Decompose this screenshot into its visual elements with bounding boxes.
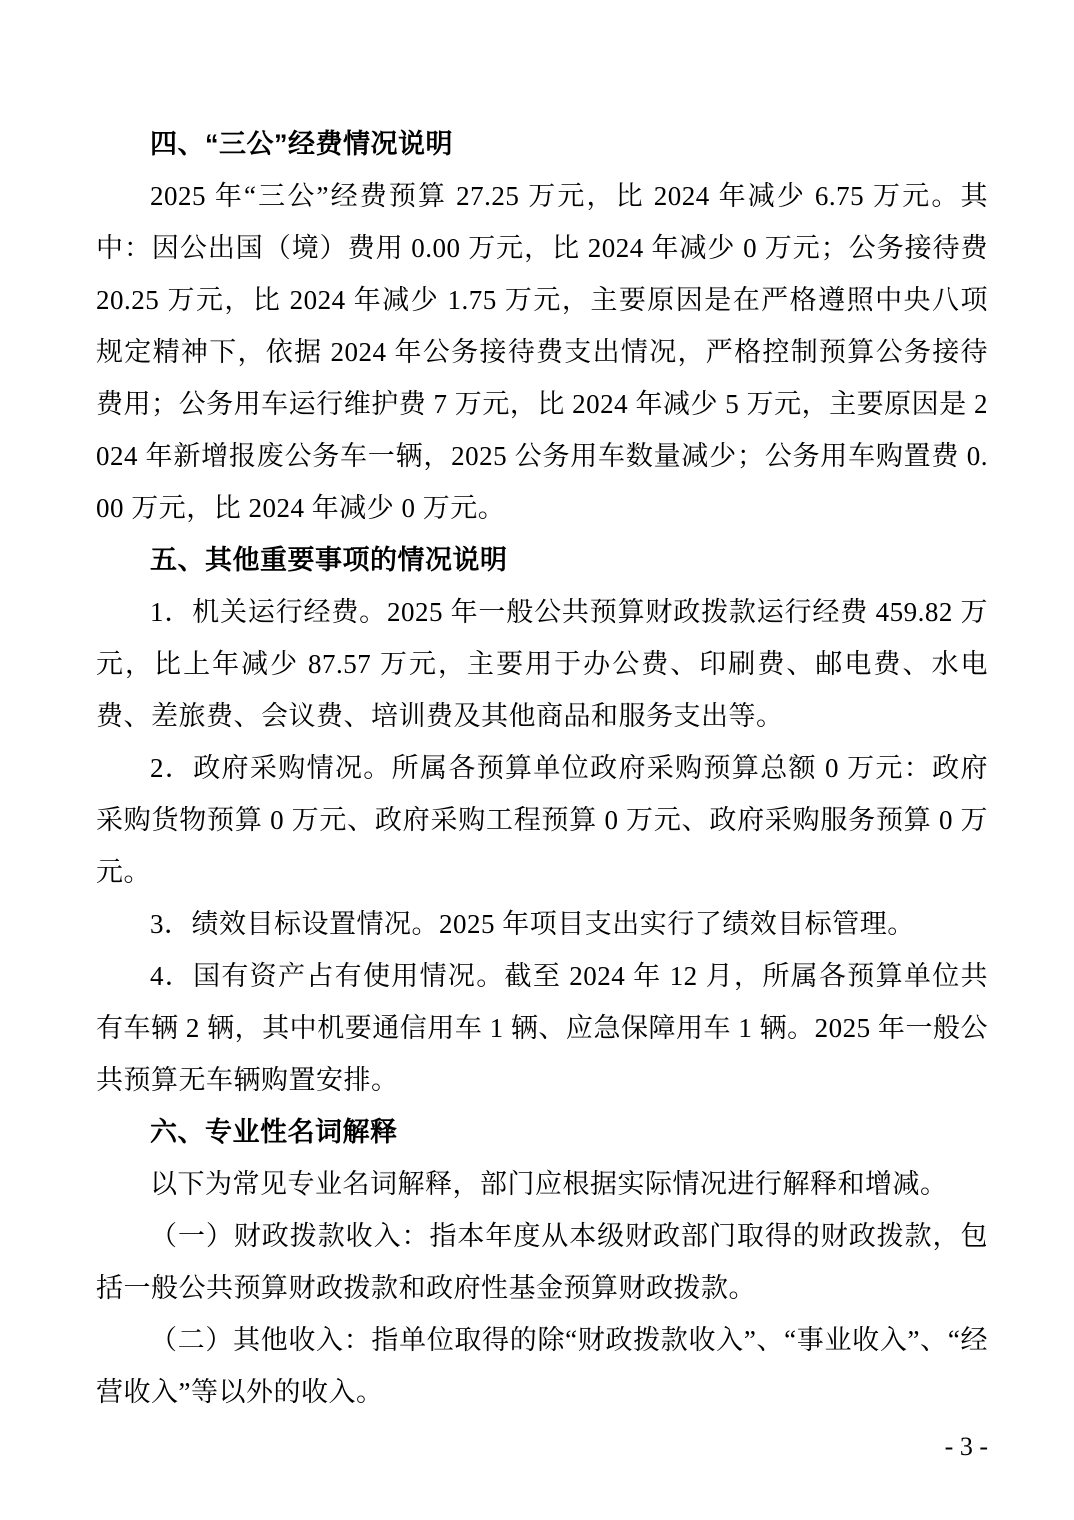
document-content bbox=[96, 118, 988, 1418]
paragraph-term-fiscal-appropriation-income: （一）财政拨款收入：指本年度从本级财政部门取得的财政拨款，包括一般公共预算财政拨款和政府性基金预算财政拨款。 bbox=[96, 1221, 988, 1303]
section-heading-terminology: 六、专业性名词解释 bbox=[150, 1117, 398, 1147]
section-heading-other-important-items: 五、其他重要事项的情况说明 bbox=[150, 545, 508, 575]
paragraph-performance-targets: 3．绩效目标设置情况。2025 年项目支出实行了绩效目标管理。 bbox=[150, 909, 915, 939]
paragraph-sangong-detail: 2025 年“三公”经费预算 27.25 万元，比 2024 年减少 6.75 万元。其中：因公出国（境）费用 0.00 万元，比 2024 年减少 0 万元；公务接待费 20.25 万元，比 2024 年减少 1.75 万元，主要原因是在严格遵照中央八项规定精神下，依据 2024 年公务接待费支出情况，严格控制预算公务接待费用；公务用车运行维护费 7 万元，比 2024 年减少 5 万元，主要原因是 2024 年新增报废公务车一辆，2025 公务用车数量减少；公务用车购置费 0.00 万元，比 2024 年减少 0 万元。 bbox=[96, 181, 988, 523]
paragraph-term-other-income: （二）其他收入：指单位取得的除“财政拨款收入”、“事业收入”、“经营收入”等以外的收入。 bbox=[96, 1325, 988, 1407]
paragraph-terminology-intro: 以下为常见专业名词解释，部门应根据实际情况进行解释和增减。 bbox=[150, 1169, 948, 1199]
paragraph-state-assets: 4．国有资产占有使用情况。截至 2024 年 12 月，所属各预算单位共有车辆 2 辆，其中机要通信用车 1 辆、应急保障用车 1 辆。2025 年一般公共预算无车辆购置安排。 bbox=[96, 961, 988, 1095]
paragraph-government-procurement: 2．政府采购情况。所属各预算单位政府采购预算总额 0 万元：政府采购货物预算 0 万元、政府采购工程预算 0 万元、政府采购服务预算 0 万元。 bbox=[96, 753, 988, 887]
section-heading-sangong-expenses: 四、“三公”经费情况说明 bbox=[150, 129, 453, 159]
paragraph-operating-expenses: 1．机关运行经费。2025 年一般公共预算财政拨款运行经费 459.82 万元，比上年减少 87.57 万元，主要用于办公费、印刷费、邮电费、水电费、差旅费、会议费、培训费及其他商品和服务支出等。 bbox=[96, 597, 988, 731]
page-number: - 3 - bbox=[944, 1432, 988, 1461]
